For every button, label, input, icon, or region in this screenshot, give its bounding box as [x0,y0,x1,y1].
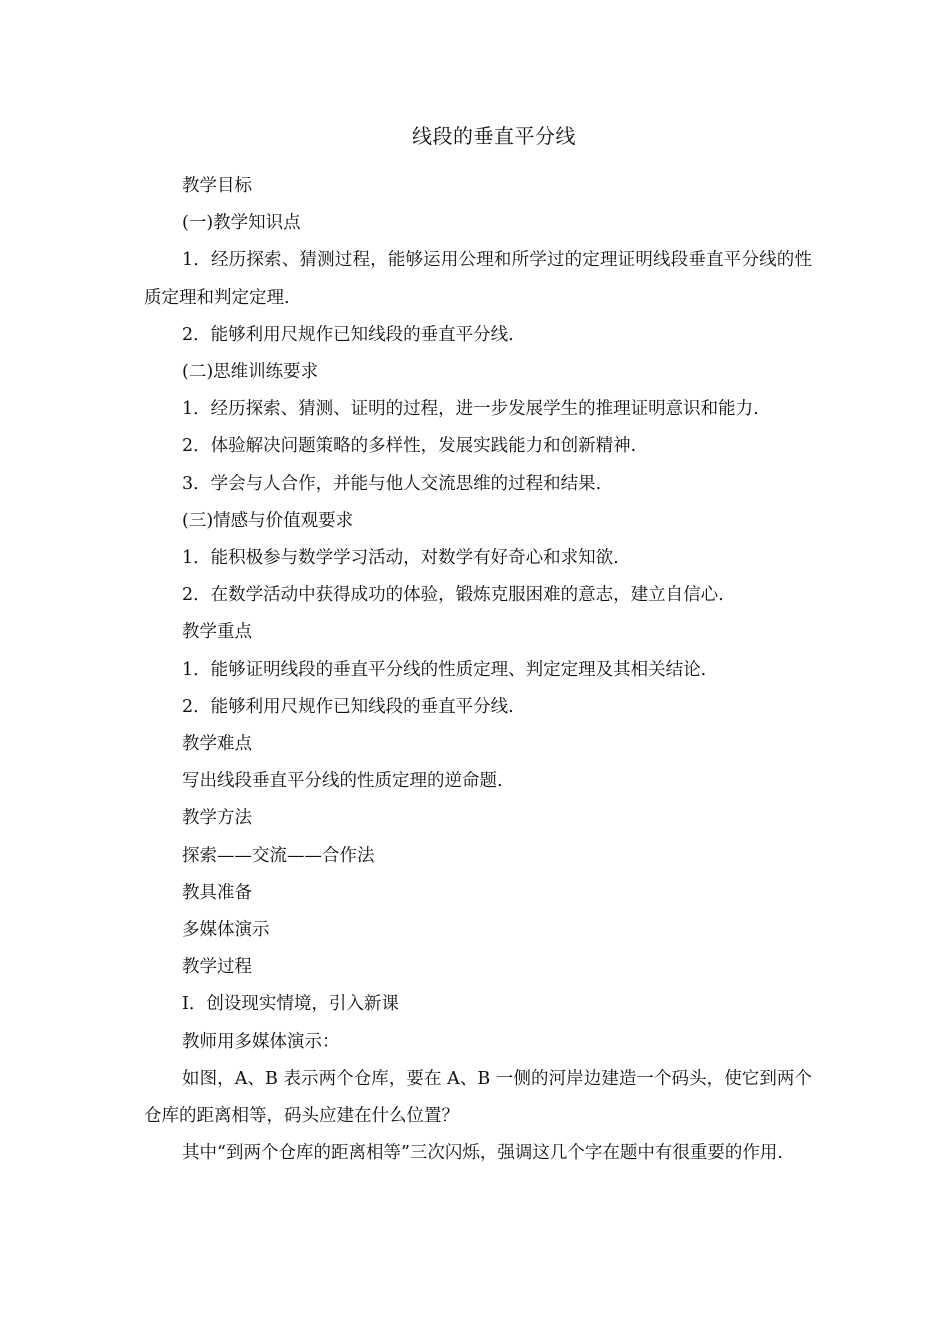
paragraph: 如图，A、B 表示两个仓库，要在 A、B 一侧的河岸边建造一个码头，使它到两个仓库的距离相等，码头应建在什么位置？ [144,1068,812,1127]
document-title: 线段的垂直平分线 [412,124,576,148]
paragraph: 2．能够利用尺规作已知线段的垂直平分线. [182,324,514,345]
paragraph-heading: 教学方法 [182,808,252,829]
paragraph-subheading: (二)思维训练要求 [182,362,319,383]
paragraph: 1．能积极参与数学学习活动，对数学有好奇心和求知欲. [182,548,619,569]
paragraph-heading: 教学过程 [182,957,252,978]
paragraph: 写出线段垂直平分线的性质定理的逆命题. [182,771,503,792]
paragraph: 2．体验解决问题策略的多样性，发展实践能力和创新精神. [182,436,637,457]
paragraph: 其中“到两个仓库的距离相等”三次闪烁，强调这几个字在题中有很重要的作用. [182,1143,783,1164]
paragraph: 1．经历探索、猜测过程，能够运用公理和所学过的定理证明线段垂直平分线的性质定理和判定定理. [144,250,812,308]
paragraph: 教师用多媒体演示： [182,1031,340,1052]
paragraph-heading: 教学难点 [182,734,252,755]
paragraph-heading: 教具准备 [182,882,252,903]
paragraph: 多媒体演示 [182,920,270,941]
paragraph: 3．学会与人合作，并能与他人交流思维的过程和结果. [182,473,602,494]
paragraph: 探索——交流——合作法 [182,845,375,866]
paragraph: 2．在数学活动中获得成功的体验，锻炼克服困难的意志，建立自信心. [182,585,724,606]
paragraph: 1．经历探索、猜测、证明的过程，进一步发展学生的推理证明意识和能力. [182,399,759,420]
paragraph: 1．能够证明线段的垂直平分线的性质定理、判定定理及其相关结论. [182,659,707,680]
paragraph: Ⅰ．创设现实情境，引入新课 [182,994,399,1015]
paragraph: 2．能够利用尺规作已知线段的垂直平分线. [182,696,514,717]
paragraph-heading: 教学目标 [182,176,252,196]
paragraph-subheading: (一)教学知识点 [182,213,301,234]
paragraph-subheading: (三)情感与价值观要求 [182,510,354,531]
document-body [144,168,812,1172]
paragraph-heading: 教学重点 [182,622,252,643]
